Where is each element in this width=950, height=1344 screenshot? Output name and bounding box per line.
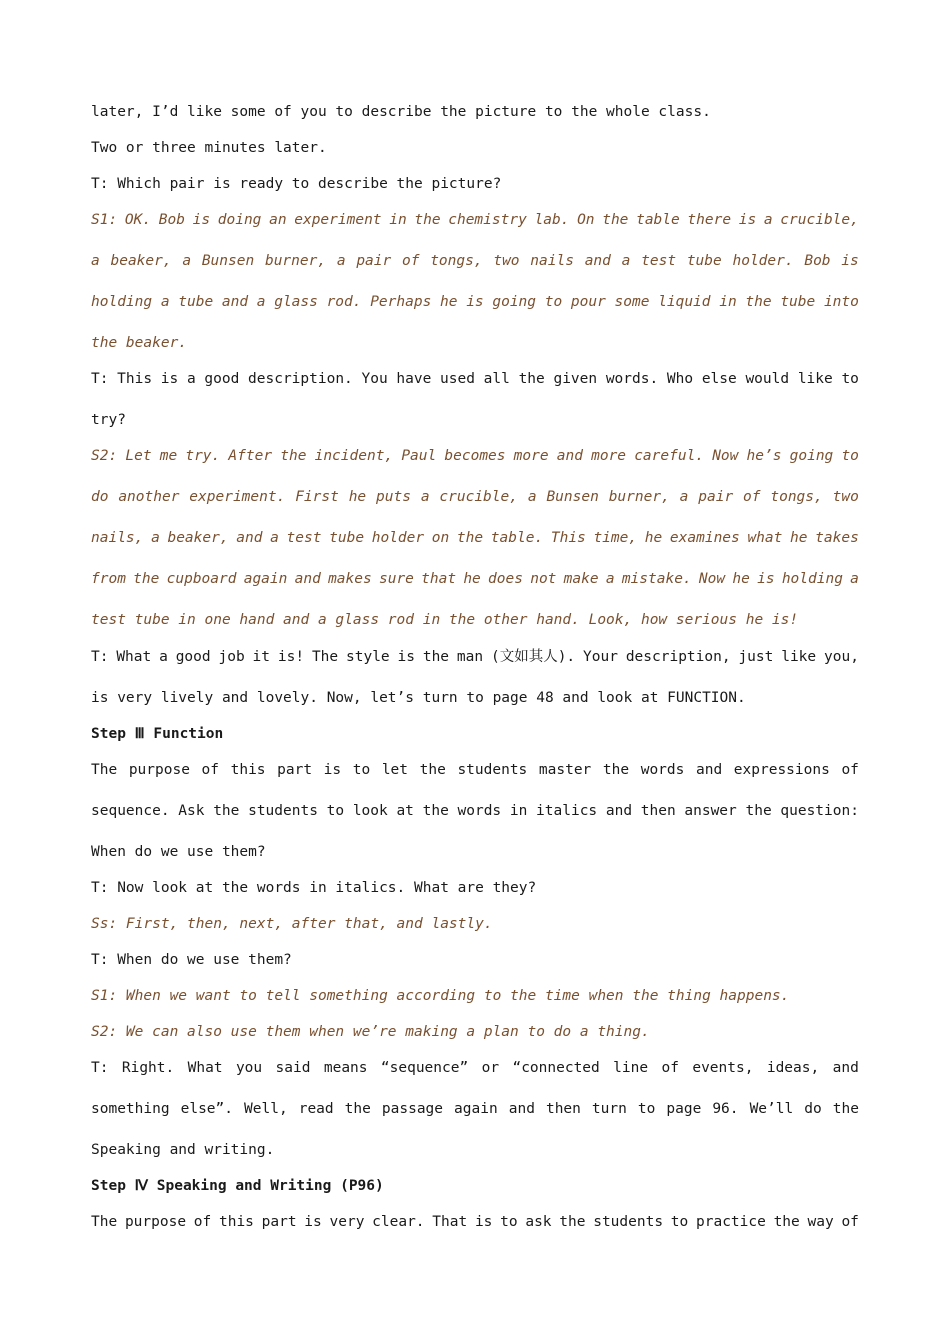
word: there bbox=[687, 212, 732, 228]
word: what bbox=[747, 530, 783, 546]
word: man bbox=[456, 649, 484, 665]
word: examines bbox=[669, 530, 740, 546]
word: it bbox=[252, 649, 271, 665]
word: very bbox=[329, 1214, 365, 1230]
word: tongs, bbox=[430, 253, 483, 269]
word: makes bbox=[328, 571, 372, 587]
word: style bbox=[346, 649, 390, 665]
word: would bbox=[745, 371, 790, 387]
word: turn bbox=[591, 1101, 627, 1117]
dialogue-line: Ss: First, then, next, after that, and lastly. bbox=[91, 916, 493, 932]
word: tube bbox=[780, 294, 816, 310]
word: and bbox=[221, 294, 249, 310]
word: holding bbox=[781, 571, 843, 587]
word: the bbox=[280, 448, 307, 464]
word: is bbox=[192, 212, 211, 228]
word: sequence. bbox=[91, 803, 170, 819]
word: the bbox=[745, 803, 772, 819]
word: What bbox=[187, 1060, 223, 1076]
word: in bbox=[719, 294, 737, 310]
word: rod. bbox=[326, 294, 362, 310]
word: a bbox=[621, 253, 631, 269]
word: he’s bbox=[746, 448, 782, 464]
word: experiment bbox=[294, 212, 382, 228]
word: the bbox=[773, 1214, 800, 1230]
word: a bbox=[679, 489, 689, 505]
word: good bbox=[175, 649, 211, 665]
word: You bbox=[361, 371, 388, 387]
word: Right. bbox=[121, 1060, 175, 1076]
word: mistake. bbox=[621, 571, 692, 587]
word: is bbox=[323, 762, 342, 778]
word: What bbox=[116, 649, 152, 665]
word: students bbox=[248, 803, 318, 819]
section-heading: Step Ⅳ Speaking and Writing (P96) bbox=[91, 1178, 384, 1194]
text-line: T: Now look at the words in italics. What are they? bbox=[91, 880, 537, 896]
word: do bbox=[91, 489, 109, 505]
dialogue-line bbox=[91, 488, 859, 506]
word: the bbox=[832, 1101, 859, 1117]
text-line bbox=[91, 370, 859, 388]
word: incident, bbox=[314, 448, 394, 464]
word: puts bbox=[376, 489, 411, 505]
text-line: Two or three minutes later. bbox=[91, 140, 327, 156]
word: We’ll bbox=[749, 1101, 794, 1117]
word: chemistry bbox=[448, 212, 527, 228]
word: a bbox=[159, 649, 168, 665]
dialogue-line: the beaker. bbox=[91, 335, 188, 351]
word: S2: bbox=[91, 448, 118, 464]
text-line: try? bbox=[91, 412, 126, 428]
word: and bbox=[695, 762, 723, 778]
word: T: bbox=[91, 371, 109, 387]
word: table bbox=[636, 212, 680, 228]
word: a bbox=[605, 571, 615, 587]
word: to bbox=[841, 371, 859, 387]
word: This bbox=[117, 371, 153, 387]
word: else bbox=[701, 371, 737, 387]
word: in bbox=[509, 803, 528, 819]
dialogue-line bbox=[91, 570, 859, 588]
word: you, bbox=[824, 649, 859, 665]
word: he bbox=[463, 571, 481, 587]
word: said bbox=[275, 1060, 311, 1076]
text-line: T: When do we use them? bbox=[91, 952, 292, 968]
word: an bbox=[269, 212, 287, 228]
word: burner, bbox=[264, 253, 327, 269]
word: purpose bbox=[128, 762, 190, 778]
word: S1: bbox=[91, 212, 118, 228]
word: crucible, bbox=[780, 212, 859, 228]
word: “sequence” bbox=[380, 1060, 469, 1076]
word: to bbox=[670, 1214, 689, 1230]
word: a bbox=[420, 489, 430, 505]
word: Now bbox=[712, 448, 739, 464]
word: tube bbox=[686, 253, 722, 269]
text-line bbox=[91, 648, 859, 666]
word: passage bbox=[381, 1101, 444, 1117]
word: 96. bbox=[712, 1101, 739, 1117]
word: words bbox=[457, 803, 502, 819]
word: line bbox=[613, 1060, 649, 1076]
word: Ask bbox=[178, 803, 205, 819]
word: The bbox=[311, 649, 339, 665]
word: is bbox=[160, 371, 179, 387]
word: do bbox=[804, 1101, 822, 1117]
word: just bbox=[738, 649, 774, 665]
word: (文如其人). bbox=[490, 649, 576, 665]
word: on bbox=[431, 530, 450, 546]
word: he bbox=[644, 530, 663, 546]
word: purpose bbox=[124, 1214, 187, 1230]
word: part bbox=[261, 1214, 297, 1230]
word: a bbox=[763, 212, 773, 228]
text-line: later, I’d like some of you to describe the picture to the whole class. bbox=[91, 104, 711, 120]
word: question: bbox=[780, 803, 859, 819]
word: to bbox=[841, 448, 859, 464]
word: else”. bbox=[180, 1101, 233, 1117]
word: practice bbox=[696, 1214, 766, 1230]
word: look bbox=[352, 803, 388, 819]
word: going bbox=[492, 294, 537, 310]
word: the bbox=[344, 1101, 371, 1117]
word: like bbox=[781, 649, 817, 665]
word: description. bbox=[248, 371, 353, 387]
text-line: Speaking and writing. bbox=[91, 1142, 275, 1158]
word: me bbox=[159, 448, 178, 464]
word: more bbox=[513, 448, 549, 464]
word: OK. bbox=[124, 212, 152, 228]
word: Bunsen bbox=[546, 489, 599, 505]
word: is bbox=[474, 1214, 493, 1230]
word: T: bbox=[91, 1060, 109, 1076]
word: students bbox=[457, 762, 528, 778]
word: Well, bbox=[244, 1101, 288, 1117]
word: becomes bbox=[444, 448, 506, 464]
text-line bbox=[91, 761, 859, 779]
word: to bbox=[500, 1214, 518, 1230]
word: the bbox=[133, 571, 160, 587]
word: then bbox=[545, 1101, 581, 1117]
word: again bbox=[454, 1101, 498, 1117]
word: to bbox=[637, 1101, 656, 1117]
word: more bbox=[591, 448, 627, 464]
word: pair bbox=[698, 489, 734, 505]
word: That bbox=[432, 1214, 468, 1230]
word: the bbox=[419, 762, 446, 778]
word: to bbox=[352, 762, 371, 778]
word: have bbox=[396, 371, 432, 387]
word: Your bbox=[583, 649, 618, 665]
word: into bbox=[823, 294, 859, 310]
word: another bbox=[118, 489, 180, 505]
word: pair bbox=[356, 253, 392, 269]
word: the bbox=[559, 1214, 586, 1230]
word: and bbox=[556, 448, 583, 464]
word: clear. bbox=[372, 1214, 425, 1230]
word: a bbox=[270, 530, 279, 546]
word: test bbox=[641, 253, 677, 269]
word: of bbox=[661, 1060, 679, 1076]
word: Bob bbox=[804, 253, 831, 269]
word: going bbox=[789, 448, 834, 464]
word: time, bbox=[593, 530, 638, 546]
word: is! bbox=[277, 649, 305, 665]
word: glass bbox=[274, 294, 318, 310]
word: holding bbox=[91, 294, 153, 310]
word: beaker, bbox=[167, 530, 229, 546]
word: read bbox=[298, 1101, 334, 1117]
word: expressions bbox=[733, 762, 830, 778]
word: the bbox=[456, 530, 484, 546]
word: he bbox=[790, 530, 808, 546]
word: a bbox=[186, 371, 196, 387]
word: answer bbox=[684, 803, 737, 819]
word: job bbox=[218, 649, 245, 665]
word: not bbox=[530, 571, 557, 587]
word: the bbox=[518, 371, 545, 387]
section-heading: Step Ⅲ Function bbox=[91, 726, 224, 742]
word: students bbox=[593, 1214, 664, 1230]
word: cupboard bbox=[166, 571, 237, 587]
word: like bbox=[797, 371, 833, 387]
text-line bbox=[91, 1100, 859, 1118]
word: First bbox=[295, 489, 339, 505]
word: of bbox=[841, 762, 859, 778]
word: of bbox=[401, 253, 420, 269]
word: liquid bbox=[658, 294, 711, 310]
word: On bbox=[577, 212, 595, 228]
word: the bbox=[213, 803, 240, 819]
word: is bbox=[466, 294, 484, 310]
word: T: bbox=[91, 649, 109, 665]
word: he bbox=[348, 489, 367, 505]
word: a bbox=[182, 253, 192, 269]
word: After bbox=[228, 448, 273, 464]
word: two bbox=[493, 253, 520, 269]
word: a bbox=[336, 253, 346, 269]
word: given bbox=[553, 371, 598, 387]
word: means bbox=[323, 1060, 368, 1076]
word: that bbox=[421, 571, 457, 587]
word: good bbox=[204, 371, 240, 387]
word: a bbox=[151, 530, 160, 546]
word: this bbox=[218, 1214, 254, 1230]
word: master bbox=[538, 762, 592, 778]
word: two bbox=[832, 489, 859, 505]
word: events, bbox=[692, 1060, 754, 1076]
word: he bbox=[732, 571, 750, 587]
word: Now bbox=[698, 571, 726, 587]
word: holder. bbox=[732, 253, 794, 269]
word: lab. bbox=[534, 212, 570, 228]
text-line: When do we use them? bbox=[91, 844, 266, 860]
word: table. bbox=[490, 530, 544, 546]
word: Let bbox=[125, 448, 152, 464]
word: the bbox=[414, 212, 441, 228]
word: you bbox=[235, 1060, 263, 1076]
word: is bbox=[304, 1214, 322, 1230]
word: a bbox=[527, 489, 537, 505]
word: words bbox=[640, 762, 685, 778]
word: nails bbox=[530, 253, 574, 269]
word: This bbox=[550, 530, 586, 546]
word: try. bbox=[185, 448, 221, 464]
word: is bbox=[397, 649, 415, 665]
word: Who bbox=[666, 371, 694, 387]
word: tube bbox=[178, 294, 214, 310]
word: part bbox=[277, 762, 313, 778]
word: something bbox=[91, 1101, 170, 1117]
word: takes bbox=[815, 530, 859, 546]
word: the bbox=[602, 762, 630, 778]
word: and bbox=[508, 1101, 535, 1117]
text-line: is very lively and lovely. Now, let’s turn to page 48 and look at FUNCTION. bbox=[91, 690, 746, 706]
word: of bbox=[743, 489, 761, 505]
word: and bbox=[832, 1060, 859, 1076]
word: “connected bbox=[512, 1060, 600, 1076]
word: of bbox=[841, 1214, 859, 1230]
word: tongs, bbox=[770, 489, 823, 505]
word: all bbox=[483, 371, 510, 387]
word: the bbox=[745, 294, 772, 310]
word: beaker, bbox=[110, 253, 172, 269]
word: to bbox=[326, 803, 345, 819]
word: at bbox=[396, 803, 414, 819]
dialogue-line bbox=[91, 529, 859, 547]
text-line bbox=[91, 802, 859, 820]
dialogue-line bbox=[91, 252, 859, 270]
word: crucible, bbox=[439, 489, 518, 505]
word: doing bbox=[217, 212, 262, 228]
dialogue-line bbox=[91, 447, 859, 465]
word: a bbox=[850, 571, 859, 587]
word: from bbox=[91, 571, 126, 587]
word: the bbox=[422, 803, 449, 819]
word: italics bbox=[536, 803, 598, 819]
word: is bbox=[841, 253, 859, 269]
word: a bbox=[256, 294, 266, 310]
word: The bbox=[91, 762, 118, 778]
dialogue-line: test tube in one hand and a glass rod in the other hand. Look, how serious he is! bbox=[91, 612, 799, 628]
word: he bbox=[440, 294, 458, 310]
word: Bunsen bbox=[201, 253, 255, 269]
word: let bbox=[381, 762, 409, 778]
word: Paul bbox=[401, 448, 437, 464]
word: in bbox=[389, 212, 407, 228]
word: some bbox=[614, 294, 650, 310]
word: to bbox=[544, 294, 563, 310]
dialogue-line bbox=[91, 211, 859, 229]
word: again bbox=[243, 571, 288, 587]
word: Perhaps bbox=[370, 294, 432, 310]
word: this bbox=[230, 762, 266, 778]
word: the bbox=[422, 649, 450, 665]
word: does bbox=[488, 571, 523, 587]
word: The bbox=[91, 1214, 118, 1230]
word: Bob bbox=[158, 212, 185, 228]
word: sure bbox=[378, 571, 414, 587]
word: ask bbox=[525, 1214, 552, 1230]
text-line bbox=[91, 1213, 859, 1231]
word: tube bbox=[329, 530, 365, 546]
word: ideas, bbox=[766, 1060, 820, 1076]
word: is bbox=[757, 571, 775, 587]
word: of bbox=[201, 762, 219, 778]
word: and bbox=[584, 253, 611, 269]
word: a bbox=[91, 253, 100, 269]
word: test bbox=[286, 530, 322, 546]
word: or bbox=[481, 1060, 500, 1076]
word: make bbox=[563, 571, 599, 587]
word: burner, bbox=[608, 489, 670, 505]
word: page bbox=[666, 1101, 702, 1117]
dialogue-line: S2: We can also use them when we’re making a plan to do a thing. bbox=[91, 1024, 650, 1040]
word: description, bbox=[625, 649, 731, 665]
word: careful. bbox=[634, 448, 705, 464]
dialogue-line bbox=[91, 293, 859, 311]
word: used bbox=[440, 371, 475, 387]
word: and bbox=[236, 530, 263, 546]
word: is bbox=[738, 212, 757, 228]
word: way bbox=[807, 1214, 834, 1230]
word: then bbox=[640, 803, 676, 819]
word: and bbox=[605, 803, 633, 819]
dialogue-line: S1: When we want to tell something according to the time when the thing happens. bbox=[91, 988, 790, 1004]
word: the bbox=[602, 212, 629, 228]
word: of bbox=[193, 1214, 212, 1230]
word: nails, bbox=[91, 530, 144, 546]
word: pour bbox=[570, 294, 606, 310]
word: and bbox=[294, 571, 321, 587]
word: words. bbox=[605, 371, 659, 387]
word: experiment. bbox=[189, 489, 286, 505]
text-line: T: Which pair is ready to describe the picture? bbox=[91, 176, 502, 192]
word: holder bbox=[371, 530, 425, 546]
text-line bbox=[91, 1059, 859, 1077]
word: a bbox=[160, 294, 170, 310]
